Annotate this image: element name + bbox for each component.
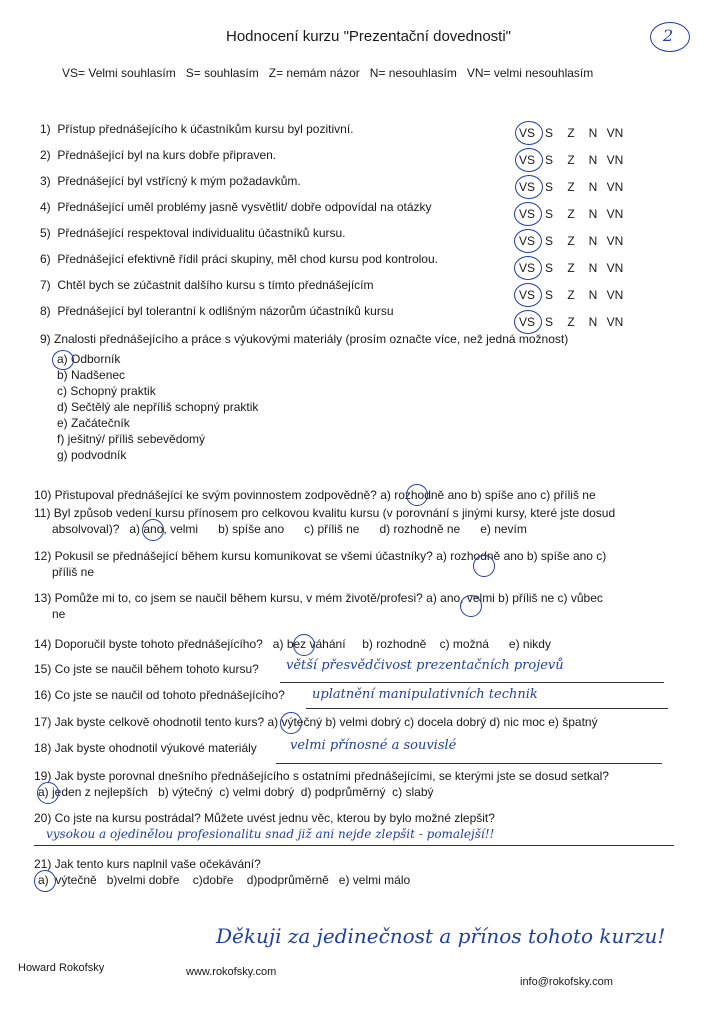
answer-circle-q7 xyxy=(514,283,542,307)
q11-answer-circle xyxy=(142,519,164,541)
scale-option-vs[interactable]: VS xyxy=(518,288,535,302)
scale-option-s[interactable]: S xyxy=(544,180,553,194)
question-20: 20) Co jste na kursu postrádal? Můžete uvést jednu věc, kterou by bylo možné zlepšit? xyxy=(34,811,495,825)
scale-option-vn[interactable]: VN xyxy=(606,234,624,248)
q20-answer-line xyxy=(34,845,674,846)
scale-option-n[interactable]: N xyxy=(588,126,598,140)
scale-option-z[interactable]: Z xyxy=(567,207,575,221)
scale-option-n[interactable]: N xyxy=(588,315,598,329)
answer-circle-q6 xyxy=(514,256,542,280)
question-17: 17) Jak byste celkově ohodnotil tento kurs? a) výtečný b) velmi dobrý c) docela dobrý d) nic moc e) špatný xyxy=(34,715,598,729)
scale-option-vs[interactable]: VS xyxy=(518,261,535,275)
question-16: 16) Co jste se naučil od tohoto přednášejícího? xyxy=(34,688,285,702)
q18-answer[interactable]: velmi přínosné a souvislé xyxy=(290,738,457,753)
question-2: 2) Přednášející byl na kurs dobře připraven. xyxy=(40,148,277,162)
scale-option-s[interactable]: S xyxy=(544,315,553,329)
scale-option-vn[interactable]: VN xyxy=(606,126,624,140)
scale-option-n[interactable]: N xyxy=(588,234,598,248)
question-9: 9) Znalosti přednášejícího a práce s výukovými materiály (prosím označte více, než jedná možnost) xyxy=(40,332,569,346)
q19-answer-circle xyxy=(37,782,59,804)
scale-option-vs[interactable]: VS xyxy=(518,126,535,140)
scale-option-s[interactable]: S xyxy=(544,207,553,221)
q12-answer-circle xyxy=(473,555,495,577)
question-3: 3) Přednášející byl vstřícný k mým požadavkům. xyxy=(40,174,301,188)
answer-circle-q3 xyxy=(515,175,543,199)
q10-answer-circle xyxy=(406,484,428,506)
q21-answer-circle xyxy=(34,870,56,892)
question-13-line1: 13) Pomůže mi to, co jsem se naučil během kursu, v mém životě/profesi? a) ano, velmi b) příliš ne c) vůbec xyxy=(34,591,603,605)
question-14: 14) Doporučil byste tohoto přednášejícího? a) bez váhání b) rozhodně c) možná e) nikdy xyxy=(34,637,551,651)
scale-option-z[interactable]: Z xyxy=(567,288,575,302)
answer-circle-q5 xyxy=(514,229,542,253)
q9-answer-circle xyxy=(52,350,74,370)
q14-answer-circle xyxy=(293,634,315,656)
scale-option-vs[interactable]: VS xyxy=(518,153,535,167)
question-19-line2: a) jeden z nejlepších b) výtečný c) velmi dobrý d) podprůměrný c) slabý xyxy=(38,785,434,799)
question-10: 10) Přistupoval přednášející ke svým povinnostem zodpovědně? a) rozhodně ano b) spíše ano c) příliš ne xyxy=(34,488,596,502)
q15-answer[interactable]: větší přesvědčivost prezentačních projevů xyxy=(286,658,564,673)
q16-answer[interactable]: uplatnění manipulativních technik xyxy=(312,687,538,702)
q9-option-g[interactable]: g) podvodník xyxy=(57,448,127,462)
scale-option-vn[interactable]: VN xyxy=(606,153,624,167)
q17-answer-circle xyxy=(280,712,302,734)
scale-option-vn[interactable]: VN xyxy=(606,261,624,275)
scale-option-n[interactable]: N xyxy=(588,153,598,167)
q16-answer-line xyxy=(306,708,668,709)
answer-circle-q8 xyxy=(514,310,542,334)
q20-answer[interactable]: vysokou a ojedinělou profesionalitu snad již ani nejde zlepšit - pomalejší!! xyxy=(46,827,495,841)
question-6: 6) Přednášející efektivně řídil práci skupiny, měl chod kursu pod kontrolou. xyxy=(40,252,438,266)
scale-option-n[interactable]: N xyxy=(588,207,598,221)
question-5: 5) Přednášející respektoval individualitu účastníků kursu. xyxy=(40,226,346,240)
question-19-line1: 19) Jak byste porovnal dnešního přednášejícího s ostatními přednášejícími, se kterými jste se dosud setkal? xyxy=(34,769,609,783)
scale-option-vs[interactable]: VS xyxy=(518,315,535,329)
q9-option-a[interactable]: a) Odborník xyxy=(57,352,121,366)
question-21-line2: a) výtečně b)velmi dobře c)dobře d)podprůměrně e) velmi málo xyxy=(38,873,411,887)
closing-note: Děkuji za jedinečnost a přínos tohoto kurzu! xyxy=(216,924,666,948)
answer-circle-q4 xyxy=(514,202,542,226)
q9-option-e[interactable]: e) Začátečník xyxy=(57,416,130,430)
scale-option-n[interactable]: N xyxy=(588,180,598,194)
scale-option-z[interactable]: Z xyxy=(567,261,575,275)
scale-option-z[interactable]: Z xyxy=(567,126,575,140)
question-11-line2: absolvoval)? a) ano, velmi b) spíše ano c) příliš ne d) rozhodně ne e) nevím xyxy=(52,522,527,536)
page-title: Hodnocení kurzu "Prezentační dovednosti" xyxy=(226,28,511,45)
page-number: 2 xyxy=(663,26,674,45)
scale-option-z[interactable]: Z xyxy=(567,315,575,329)
scale-option-s[interactable]: S xyxy=(544,288,553,302)
q9-option-d[interactable]: d) Sečtělý ale nepříliš schopný praktik xyxy=(57,400,259,414)
scale-option-s[interactable]: S xyxy=(544,153,553,167)
q13-answer-circle xyxy=(460,595,482,617)
answer-circle-q1 xyxy=(515,121,543,145)
q15-answer-line xyxy=(280,682,664,683)
scale-option-z[interactable]: Z xyxy=(567,180,575,194)
question-15: 15) Co jste se naučil během tohoto kursu? xyxy=(34,662,259,676)
question-8: 8) Přednášející byl tolerantní k odlišným názorům účastníků kursu xyxy=(40,304,394,318)
rating-legend: VS= Velmi souhlasím S= souhlasím Z= nemám názor N= nesouhlasím VN= velmi nesouhlasím xyxy=(62,66,594,80)
scale-option-vn[interactable]: VN xyxy=(606,180,624,194)
scale-option-n[interactable]: N xyxy=(588,261,598,275)
scale-option-n[interactable]: N xyxy=(588,288,598,302)
scale-option-vn[interactable]: VN xyxy=(606,288,624,302)
question-13-line2: ne xyxy=(52,607,66,621)
question-7: 7) Chtěl bych se zúčastnit dalšího kursu s tímto přednášejícím xyxy=(40,278,374,292)
footer-email[interactable]: info@rokofsky.com xyxy=(520,976,613,988)
question-1: 1) Přístup přednášejícího k účastníkům kursu byl pozitivní. xyxy=(40,122,354,136)
scale-option-s[interactable]: S xyxy=(544,234,553,248)
question-4: 4) Přednášející uměl problémy jasně vysvětlit/ dobře odpovídal na otázky xyxy=(40,200,432,214)
q9-option-b[interactable]: b) Nadšenec xyxy=(57,368,126,382)
question-12-line1: 12) Pokusil se přednášející během kursu komunikovat se všemi účastníky? a) rozhodně ano b) spíše ano c) xyxy=(34,549,607,563)
q18-answer-line xyxy=(276,763,662,764)
q9-option-f[interactable]: f) ješitný/ příliš sebevědomý xyxy=(57,432,206,446)
question-11-line1: 11) Byl způsob vedení kursu přínosem pro celkovou kvalitu kursu (v porovnání s jinými kursy, které jste dosud xyxy=(34,506,616,520)
scale-option-s[interactable]: S xyxy=(544,126,553,140)
scale-option-vs[interactable]: VS xyxy=(518,207,535,221)
scale-option-vn[interactable]: VN xyxy=(606,315,624,329)
question-21-line1: 21) Jak tento kurs naplnil vaše očekávání? xyxy=(34,857,261,871)
question-18: 18) Jak byste ohodnotil výukové materiály xyxy=(34,741,257,755)
scale-option-z[interactable]: Z xyxy=(567,153,575,167)
scale-option-s[interactable]: S xyxy=(544,261,553,275)
answer-circle-q2 xyxy=(515,148,543,172)
question-12-line2: příliš ne xyxy=(52,565,95,579)
scale-option-vs[interactable]: VS xyxy=(518,234,535,248)
scale-option-z[interactable]: Z xyxy=(567,234,575,248)
scale-option-vn[interactable]: VN xyxy=(606,207,624,221)
q9-option-c[interactable]: c) Schopný praktik xyxy=(57,384,156,398)
scale-option-vs[interactable]: VS xyxy=(518,180,535,194)
footer-website[interactable]: www.rokofsky.com xyxy=(186,966,277,978)
footer-name: Howard Rokofsky xyxy=(18,962,105,974)
